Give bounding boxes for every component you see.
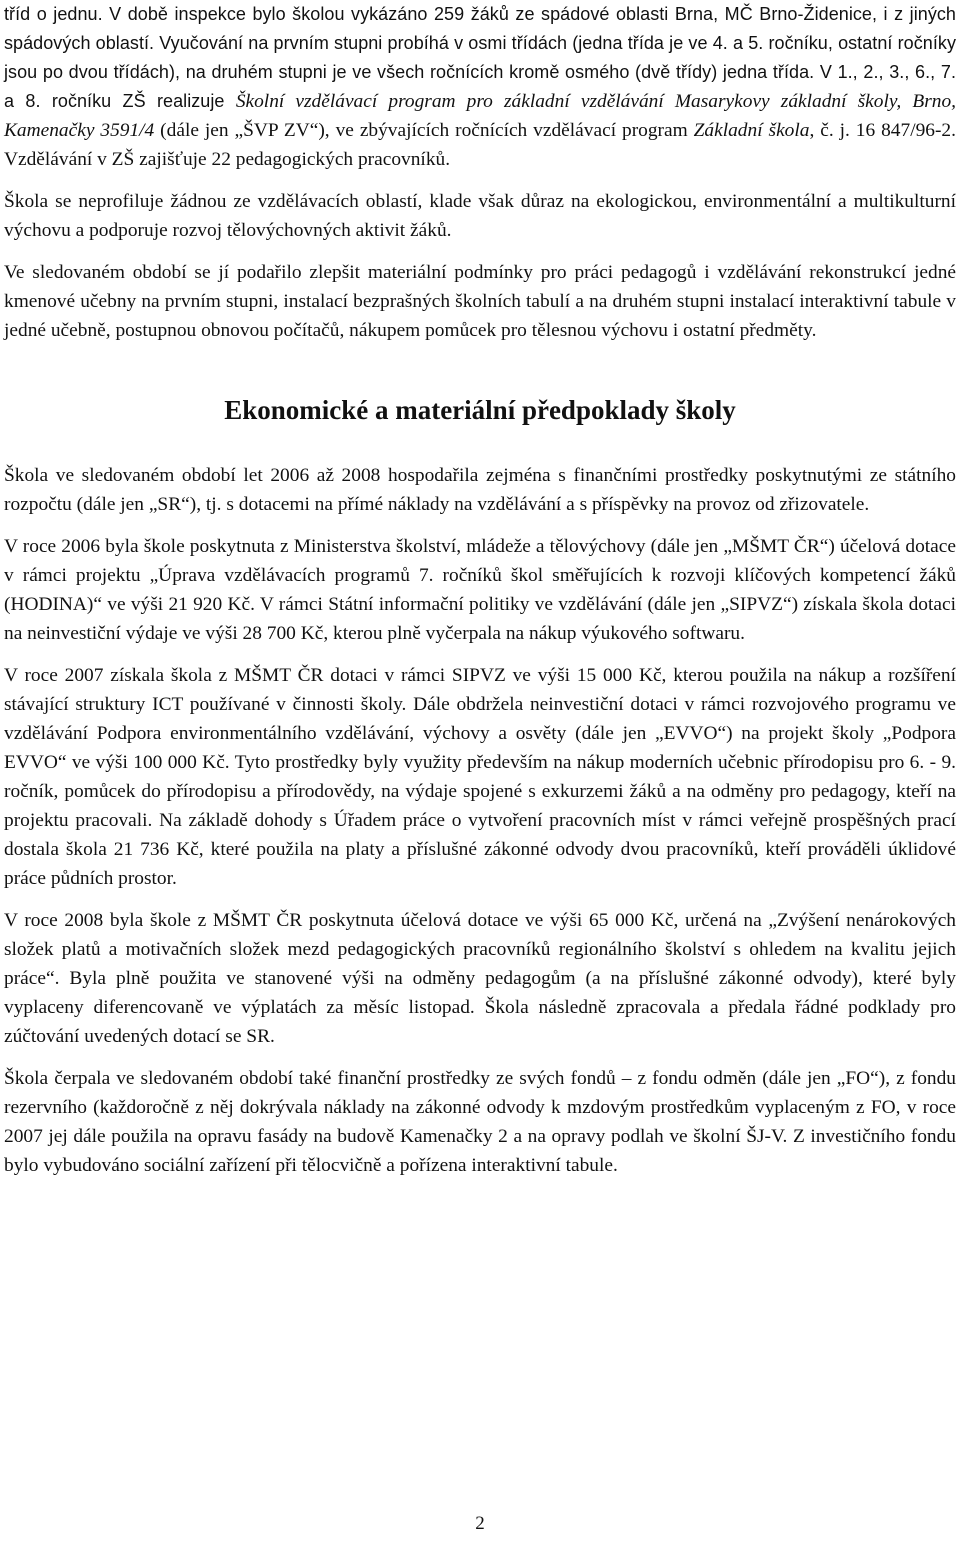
paragraph-school-profile: Škola se neprofiluje žádnou ze vzdělávacích oblastí, klade však důraz na ekologickou, environmentální a multikulturní výchovu a podporuje rozvoj tělovýchovných aktivit žáků. <box>4 191 956 241</box>
program-name: Základní škola <box>693 120 810 141</box>
paragraph-school-classes <box>4 0 956 174</box>
paragraph-funds: Škola čerpala ve sledovaném období také finanční prostředky ze svých fondů – z fondu odměn (dále jen „FO“), z fondu rezervního (každoročně z něj dokrývala náklady na zákonné odvody k mzdovým prostředkům vyplaceným z FO, v roce 2007 jej dále použila na opravu fasády na budově Kamenačky 2 a na opravy podlah ve školní ŠJ-V. Z investičního fondu bylo vybudováno sociální zařízení při tělocvičně a pořízena interaktivní tabule. <box>4 1068 956 1176</box>
paragraph-funding-overview: Škola ve sledovaném období let 2006 až 2008 hospodařila zejména s finančními prostředky poskytnutými ze státního rozpočtu (dále jen „SR“), tj. s dotacemi na přímé náklady na vzdělávání a s příspěvky na provoz od zřizovatele. <box>4 465 956 515</box>
paragraph-year-2008: V roce 2008 byla škole z MŠMT ČR poskytnuta účelová dotace ve výši 65 000 Kč, určená na „Zvýšení nenárokových složek platů a motivačních složek mezd pedagogických pracovníků regionálního školství s ohledem na kvalitu jejich práce“. Byla plně použita ve stanovené výši na odměny pedagogům (a na příslušné zákonné odvody), které byly vyplaceny diferencovaně ve výplatách za měsíc listopad. Škola následně zpracovala a předala řádné podklady pro zúčtování uvedených dotací se SR. <box>4 910 956 1047</box>
paragraph-year-2007: V roce 2007 získala škola z MŠMT ČR dotaci v rámci SIPVZ ve výši 15 000 Kč, kterou použila na nákup a rozšíření stávající struktury ICT používané v činnosti školy. Dále obdržela neinvestiční dotaci v rámci rozvojového programu ve vzdělávání Podpora environmentálního vzdělávání, výchovy a osvěty (dále jen „EVVO“) na projekt školy „Podpora EVVO“ ve výši 100 000 Kč. Tyto prostředky byly využity především na nákup moderních učebnic přírodopisu pro 6. - 9. ročník, pomůcek do přírodopisu a přírodovědy, na výdaje spojené s exkurzemi žáků a na odměny pro pedagogy, kteří na projektu pracovali. Na základě dohody s Úřadem práce o vytvoření pracovních míst v rámci veřejně prospěšných prací dostala škola 21 736 Kč, které použila na platy a příslušné zákonné odvody dvou pracovníků, kteří prováděli úklidové práce půdních prostor. <box>4 665 956 889</box>
page-number: 2 <box>475 1513 485 1534</box>
paragraph-material-conditions: Ve sledovaném období se jí podařilo zlepšit materiální podmínky pro práci pedagogů i vzdělávání rekonstrukcí jedné kmenové učebny na prvním stupni, instalací bezprašných školních tabulí a na druhém stupni instalací interaktivní tabule v jedné učebně, postupnou obnovou počítačů, nákupem pomůcek pro tělesnou výchovu i ostatní předměty. <box>4 262 956 341</box>
paragraph-text: , č. j. 16 847/96-2. Vzdělávání v ZŠ zajišťuje 22 pedagogických pracovníků. <box>4 120 956 170</box>
school-program-title: Školní vzdělávací program pro základní vzdělávání Masarykovy základní školy, Brno, Kamenačky 3591/4 <box>4 91 956 141</box>
paragraph-text: tříd o jednu. V době inspekce bylo školou vykázáno 259 žáků ze spádové oblasti Brna, MČ Brno-Židenice, i z jiných spádových oblastí. Vyučování na prvním stupni probíhá v osmi třídách (jedna třída je ve 4. a 5. ročníku, ostatní ročníky jsou po dvou třídách), na druhém stupni je ve všech ročnících kromě osmého (dvě třídy) jedna třída. V 1., 2., 3., 6., 7. a 8. ročníku ZŠ realizuje <box>4 4 956 111</box>
paragraph-text: (dále jen „ŠVP ZV“), ve zbývajících ročnících vzdělávací program <box>154 120 694 141</box>
paragraph-year-2006: V roce 2006 byla škole poskytnuta z Ministerstva školství, mládeže a tělovýchovy (dále jen „MŠMT ČR“) účelová dotace v rámci projektu „Úprava vzdělávacích programů 7. ročníků škol směřujících k rozvoji klíčových kompetencí žáků (HODINA)“ ve výši 21 920 Kč. V rámci Státní informační politiky ve vzdělávání (dále jen „SIPVZ“) získala škola dotaci na neinvestiční výdaje ve výši 28 700 Kč, kterou plně vyčerpala na nákup výukového softwaru. <box>4 536 956 644</box>
section-heading: Ekonomické a materiální předpoklady školy <box>224 395 736 425</box>
